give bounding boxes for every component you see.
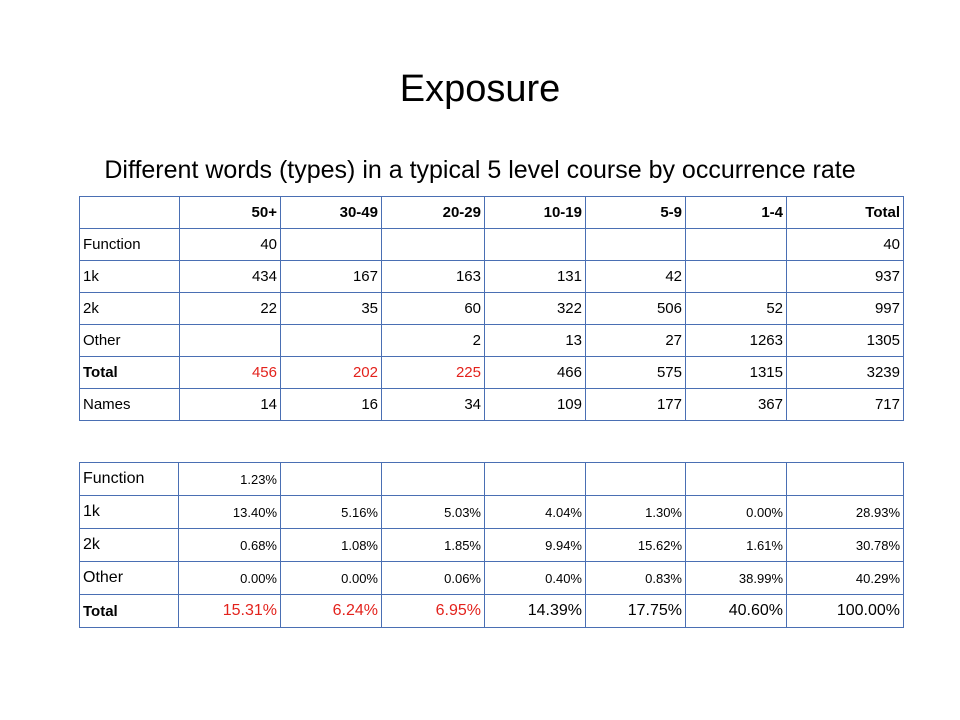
table-cell: 109: [485, 389, 586, 421]
table-cell: 202: [281, 357, 382, 389]
table-cell: 40.29%: [787, 562, 904, 595]
table-row: [80, 357, 904, 389]
table-cell: [686, 463, 787, 496]
table-row: [80, 463, 904, 496]
table-cell: 466: [485, 357, 586, 389]
table-cell: 456: [180, 357, 281, 389]
table-cell: 14.39%: [485, 595, 586, 628]
column-header: 10-19: [485, 197, 586, 229]
corner-header-cell: [80, 197, 180, 229]
table-cell: 163: [382, 261, 485, 293]
table-cell: 60: [382, 293, 485, 325]
table-cell: [686, 229, 787, 261]
row-label: Total: [80, 357, 180, 389]
table-cell: 34: [382, 389, 485, 421]
table-cell: 100.00%: [787, 595, 904, 628]
table-cell: 225: [382, 357, 485, 389]
table-row: [80, 496, 904, 529]
table-row: [80, 325, 904, 357]
row-label: 2k: [80, 293, 180, 325]
column-header: 30-49: [281, 197, 382, 229]
table-cell: 16: [281, 389, 382, 421]
table-cell: 27: [586, 325, 686, 357]
table-cell: 0.83%: [586, 562, 686, 595]
table-cell: 1263: [686, 325, 787, 357]
row-label: 2k: [80, 529, 179, 562]
table-cell: 0.00%: [179, 562, 281, 595]
table-cell: [281, 229, 382, 261]
table-cell: 13.40%: [179, 496, 281, 529]
table-cell: 42: [586, 261, 686, 293]
table-cell: 1.08%: [281, 529, 382, 562]
table-cell: 1305: [787, 325, 904, 357]
slide-subtitle: Different words (types) in a typical 5 level course by occurrence rate: [104, 156, 856, 184]
table-cell: 6.24%: [281, 595, 382, 628]
table-cell: 6.95%: [382, 595, 485, 628]
table-cell: [382, 229, 485, 261]
row-label: 1k: [80, 496, 179, 529]
table-cell: 40: [180, 229, 281, 261]
table-cell: 14: [180, 389, 281, 421]
table-cell: 15.31%: [179, 595, 281, 628]
column-header: 1-4: [686, 197, 787, 229]
row-label: Function: [80, 229, 180, 261]
table-cell: 322: [485, 293, 586, 325]
table-row: [80, 595, 904, 628]
table-cell: 17.75%: [586, 595, 686, 628]
table-cell: 1.30%: [586, 496, 686, 529]
table-cell: 0.40%: [485, 562, 586, 595]
table-cell: 13: [485, 325, 586, 357]
table-cell: [281, 463, 382, 496]
table-row: [80, 261, 904, 293]
table-cell: 177: [586, 389, 686, 421]
table-cell: 30.78%: [787, 529, 904, 562]
percent-table: [79, 462, 904, 628]
table-cell: [382, 463, 485, 496]
table-cell: 0.06%: [382, 562, 485, 595]
column-header: 5-9: [586, 197, 686, 229]
table-cell: [586, 463, 686, 496]
table-cell: 434: [180, 261, 281, 293]
table-cell: 40: [787, 229, 904, 261]
table-row: [80, 293, 904, 325]
table-cell: 52: [686, 293, 787, 325]
table-cell: [281, 325, 382, 357]
table-cell: [485, 229, 586, 261]
table-cell: [686, 261, 787, 293]
table-cell: 2: [382, 325, 485, 357]
column-header: Total: [787, 197, 904, 229]
table-cell: 997: [787, 293, 904, 325]
row-label: Other: [80, 325, 180, 357]
table-cell: 1315: [686, 357, 787, 389]
table-cell: 0.00%: [281, 562, 382, 595]
counts-table: [79, 196, 904, 421]
row-label: Total: [80, 595, 179, 628]
row-label: 1k: [80, 261, 180, 293]
table-cell: 937: [787, 261, 904, 293]
table-cell: 35: [281, 293, 382, 325]
table-cell: 22: [180, 293, 281, 325]
table-cell: 1.85%: [382, 529, 485, 562]
table-row: [80, 529, 904, 562]
table-row: [80, 562, 904, 595]
row-label: Other: [80, 562, 179, 595]
table-cell: 4.04%: [485, 496, 586, 529]
table-cell: 0.68%: [179, 529, 281, 562]
table-cell: 3239: [787, 357, 904, 389]
table-cell: 5.16%: [281, 496, 382, 529]
table-cell: [485, 463, 586, 496]
row-label: Names: [80, 389, 180, 421]
table-cell: 506: [586, 293, 686, 325]
table-cell: 38.99%: [686, 562, 787, 595]
table-cell: [787, 463, 904, 496]
table-row: [80, 229, 904, 261]
table-cell: 5.03%: [382, 496, 485, 529]
table-cell: [586, 229, 686, 261]
header-row: [80, 197, 904, 229]
table-cell: 131: [485, 261, 586, 293]
table-cell: 575: [586, 357, 686, 389]
column-header: 20-29: [382, 197, 485, 229]
table-cell: 367: [686, 389, 787, 421]
table-cell: 1.61%: [686, 529, 787, 562]
table-cell: 15.62%: [586, 529, 686, 562]
column-header: 50+: [180, 197, 281, 229]
table-cell: [180, 325, 281, 357]
table-cell: 717: [787, 389, 904, 421]
slide-title: Exposure: [399, 68, 561, 110]
table-cell: 28.93%: [787, 496, 904, 529]
table-row: [80, 389, 904, 421]
table-cell: 40.60%: [686, 595, 787, 628]
table-cell: 1.23%: [179, 463, 281, 496]
row-label: Function: [80, 463, 179, 496]
table-cell: 9.94%: [485, 529, 586, 562]
table-cell: 167: [281, 261, 382, 293]
table-cell: 0.00%: [686, 496, 787, 529]
